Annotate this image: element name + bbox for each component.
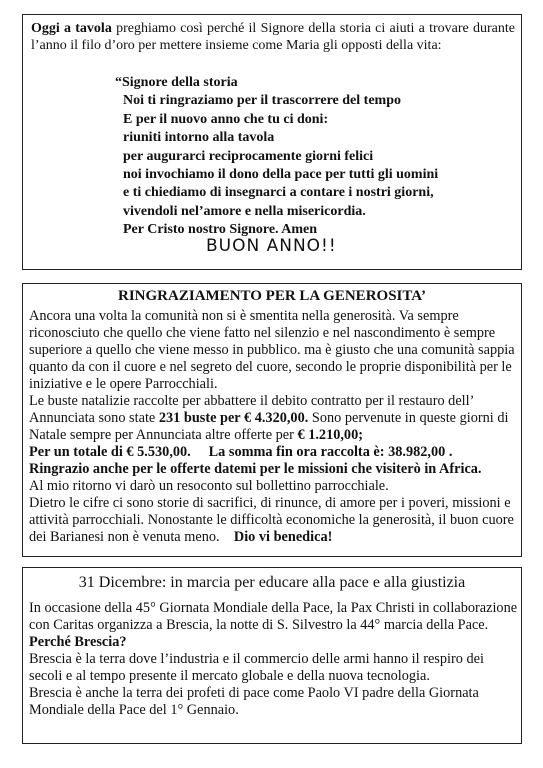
paragraph: Ancora una volta la comunità non si è smentita nella generosità. Va sempre riconosciuto che quello che viene fatto nel silenzio e nel nascondimento è sempre superiore a quello che viene messo in pubblico. ma è giusto che una comunità sappia quanto da con il cuore e nel segreto del cuore, secondo le proprie disponibilità per le iniziative e le opere Parrocchiali. — [29, 308, 515, 392]
prayer-line: noi invochiamo il dono della pace per tutti gli uomini — [123, 167, 439, 183]
question: Perché Brescia? — [29, 634, 127, 650]
thanks-line — [29, 461, 519, 478]
text: Sono pervenute in queste giorni di Natale sempre per Annunciata altre offerte per — [29, 410, 509, 443]
prayer-line: Noi ti ringraziamo per il trascorrere del tempo — [123, 93, 401, 109]
prayer-line: e ti chiediamo di insegnarci a contare i nostri giorni, — [123, 185, 434, 201]
paragraph: Brescia è anche la terra dei profeti di pace come Paolo VI padre della Giornata Mondiale della Pace del 1° Gennaio. — [29, 685, 479, 718]
intro-text: preghiamo così perché il Signore della storia ci aiuti a trovare durante l’anno il filo d’oro per mettere insieme come Maria gli opposti della vita: — [31, 21, 515, 53]
total-amount: Per un totale di € 5.530,00. — [29, 444, 191, 460]
collected-amount: La somma fin ora raccolta è: 38.982,00 . — [208, 444, 453, 460]
paragraph — [29, 393, 519, 444]
new-year-greeting: BUON ANNO!! — [206, 236, 337, 256]
intro-paragraph — [31, 20, 515, 54]
paragraph: Brescia è la terra dove l’industria e il commercio delle armi hanno il respiro dei secoli e al tempo presente il mercato globale e della nuova tecnologia. — [29, 651, 484, 684]
text: In occasione della 45° Giornata Mondiale della Pace, la Pax Christi in collaborazione con Caritas organizza a Brescia, la notte di S. Silvestro la 44° marcia della Pace. — [29, 600, 518, 633]
thanks-text: Ringrazio anche per le offerte datemi per le missioni che visiterò in Africa. — [29, 461, 482, 477]
prayer-line: Per Cristo nostro Signore. Amen — [123, 222, 318, 238]
prayer-line: “Signore della storia — [115, 75, 238, 90]
prayer-line: E per il nuovo anno che tu ci doni: — [123, 111, 329, 127]
section-title: 31 Dicembre: in marcia per educare alla pace e alla giustizia — [78, 574, 466, 591]
section-title: RINGRAZIAMENTO PER LA GENEROSITA’ — [118, 288, 426, 304]
prayer-line: riuniti intorno alla tavola — [123, 130, 275, 146]
prayer-section — [22, 14, 522, 270]
prayer-line: per augurarci reciprocamente giorni felici — [123, 148, 374, 164]
paragraph — [29, 495, 519, 546]
peace-march-section — [22, 567, 522, 744]
intro-lead: Oggi a tavola — [31, 21, 112, 36]
text: Le buste natalizie raccolte per abbattere il debito contratto per il restauro dell’ Annunciata sono state — [29, 393, 474, 426]
generosity-body — [29, 308, 519, 546]
bold-amount: 231 buste per € 4.320,00. — [158, 410, 309, 426]
total-line — [29, 444, 519, 461]
paragraph — [29, 600, 519, 651]
generosity-section — [22, 283, 522, 557]
peace-body — [29, 600, 519, 719]
blessing: Dio vi benedica! — [233, 529, 333, 545]
prayer-line: vivendoli nel’amore e nella misericordia. — [123, 203, 366, 219]
text: Dietro le cifre ci sono storie di sacrifici, di rinunce, di amore per i poveri, missioni e attività parrocchiali. Nonostante le difficoltà economiche la generosità, il buon cuore dei Barianesi non è venuta meno. — [29, 495, 514, 545]
prayer-text — [115, 74, 438, 240]
bold-amount: € 1.210,00; — [297, 427, 363, 443]
paragraph: Al mio ritorno vi darò un resoconto sul bollettino parrocchiale. — [29, 478, 389, 494]
